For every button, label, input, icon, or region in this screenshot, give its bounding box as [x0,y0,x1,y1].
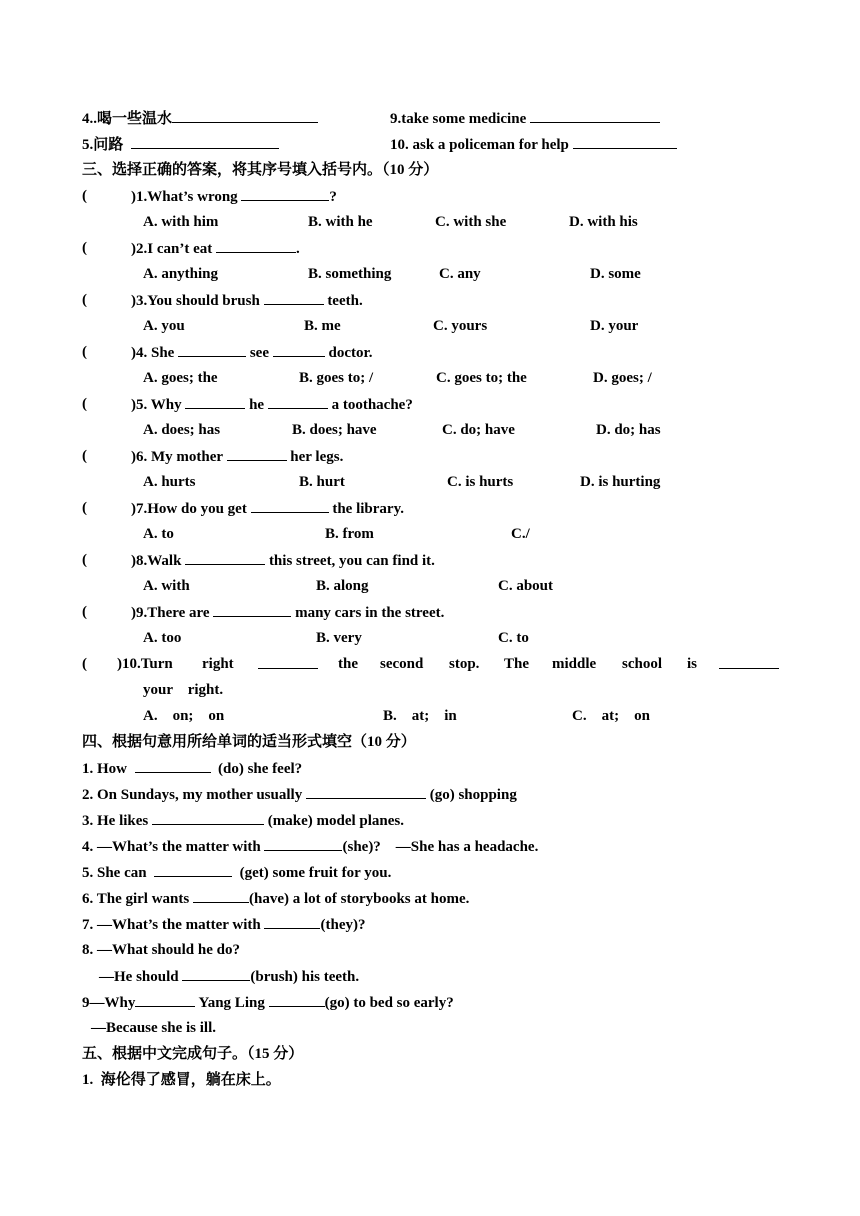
option-b[interactable]: B. goes to; / [299,370,374,386]
answer-blank [268,394,328,409]
answer-blank [264,290,324,305]
answer-blank [213,602,291,617]
question-2: )2.I can’t eat . [131,238,300,259]
fill-7: 7. —What’s the matter with (they)? [82,914,365,935]
option-a[interactable]: A. hurts [143,474,196,490]
option-a[interactable]: A. to [143,526,174,542]
option-a[interactable]: A. with him [143,214,219,230]
question-3: )3.You should brush teeth. [131,290,363,311]
fill-5: 5. She can (get) some fruit for you. [82,862,391,883]
fill-8-answer: —He should (brush) his teeth. [99,966,359,987]
option-b[interactable]: B. from [325,526,374,542]
item-4: 4..喝一些温水 [82,108,318,129]
answer-blank [227,446,287,461]
answer-blank [178,342,246,357]
answer-blank[interactable] [193,888,249,903]
option-a[interactable]: A. too [143,630,182,646]
option-c[interactable]: C. to [498,630,529,646]
question-7: )7.How do you get the library. [131,498,404,519]
option-b[interactable]: B. at; in [383,708,457,724]
option-b[interactable]: B. along [316,578,369,594]
answer-blank [185,394,245,409]
answer-paren[interactable]: ( [82,448,87,464]
option-c[interactable]: C. any [439,266,481,282]
answer-paren[interactable]: ( [82,240,87,256]
option-b[interactable]: B. very [316,630,362,646]
option-d[interactable]: D. goes; / [593,370,652,386]
answer-paren[interactable]: ( [82,500,87,516]
option-a[interactable]: A. with [143,578,190,594]
option-d[interactable]: D. your [590,318,639,334]
answer-paren[interactable]: ( [82,188,87,204]
answer-blank [216,238,296,253]
fill-9: 9—Why Yang Ling (go) to bed so early? [82,992,454,1013]
q10-word: middle [552,656,597,672]
option-c[interactable]: C. about [498,578,554,594]
fill-1: 1. How (do) she feel? [82,758,302,779]
fill-9-answer: —Because she is ill. [91,1020,217,1036]
option-b[interactable]: B. does; have [292,422,377,438]
answer-blank[interactable] [530,108,660,123]
option-c[interactable]: C. with she [435,214,507,230]
answer-paren[interactable]: ( [82,396,87,412]
option-a[interactable]: A. goes; the [143,370,218,386]
option-c[interactable]: C. is hurts [447,474,514,490]
option-c[interactable]: C. goes to; the [436,370,527,386]
q10-word: school [622,656,663,672]
question-4: )4. She see doctor. [131,342,373,363]
item-9: 9.take some medicine [390,108,660,129]
section-3-heading: 三、选择正确的答案，将其序号填入括号内。（10 分） [82,162,439,178]
answer-blank[interactable] [172,108,318,123]
option-b[interactable]: B. hurt [299,474,345,490]
option-c[interactable]: C./ [511,526,530,542]
answer-blank [241,186,329,201]
fill-2: 2. On Sundays, my mother usually (go) shopping [82,784,517,805]
answer-blank [185,550,265,565]
option-c[interactable]: C. at; on [572,708,650,724]
q10-word: The [504,656,530,672]
answer-blank[interactable] [264,836,342,851]
answer-paren[interactable]: ( [82,344,87,360]
section-4-heading: 四、根据句意用所给单词的适当形式填空（10 分） [82,734,416,750]
answer-blank [273,342,325,357]
q10-word: stop. [449,656,480,672]
option-d[interactable]: D. do; has [596,422,661,438]
answer-blank [251,498,329,513]
option-d[interactable]: D. is hurting [580,474,661,490]
option-c[interactable]: C. yours [433,318,488,334]
fill-8-question: 8. —What should he do? [82,942,240,958]
option-a[interactable]: A. you [143,318,185,334]
option-a[interactable]: A. anything [143,266,219,282]
question-5: )5. Why he a toothache? [131,394,413,415]
q10-word: the [338,656,358,672]
answer-blank[interactable] [154,862,232,877]
option-c[interactable]: C. do; have [442,422,515,438]
answer-blank[interactable] [182,966,250,981]
answer-blank[interactable] [135,992,195,1007]
answer-blank[interactable] [269,992,325,1007]
translate-1: 1. 海伦得了感冒，躺在床上。 [82,1072,281,1088]
option-a[interactable]: A. on; on [143,708,225,724]
answer-blank[interactable] [264,914,320,929]
option-b[interactable]: B. something [308,266,392,282]
option-d[interactable]: D. some [590,266,641,282]
answer-paren[interactable]: ( [82,292,87,308]
answer-paren[interactable]: ( [82,552,87,568]
answer-blank[interactable] [135,758,211,773]
item-5: 5.问路 [82,134,279,155]
q10-word: )10.Turn [117,656,173,672]
answer-blank[interactable] [306,784,426,799]
option-b[interactable]: B. me [304,318,341,334]
option-d[interactable]: D. with his [569,214,638,230]
answer-paren[interactable]: ( [82,656,87,672]
q10-line-2: your right. [143,682,224,698]
answer-blank[interactable] [573,134,677,149]
question-6: )6. My mother her legs. [131,446,343,467]
option-a[interactable]: A. does; has [143,422,221,438]
answer-blank[interactable] [131,134,279,149]
answer-paren[interactable]: ( [82,604,87,620]
answer-blank[interactable] [152,810,264,825]
question-9: )9.There are many cars in the street. [131,602,444,623]
fill-3: 3. He likes (make) model planes. [82,810,404,831]
answer-blank [719,654,779,675]
fill-6: 6. The girl wants (have) a lot of storybooks at home. [82,888,469,909]
item-10: 10. ask a policeman for help [390,134,677,155]
option-b[interactable]: B. with he [308,214,373,230]
answer-blank [258,654,318,675]
q10-word: is [687,656,698,672]
fill-4: 4. —What’s the matter with (she)? —She has a headache. [82,836,538,857]
question-1: )1.What’s wrong ? [131,186,337,207]
section-5-heading: 五、根据中文完成句子。（15 分） [82,1046,304,1062]
question-8: )8.Walk this street, you can find it. [131,550,435,571]
q10-word: second [380,656,424,672]
q10-word: right [202,656,234,672]
